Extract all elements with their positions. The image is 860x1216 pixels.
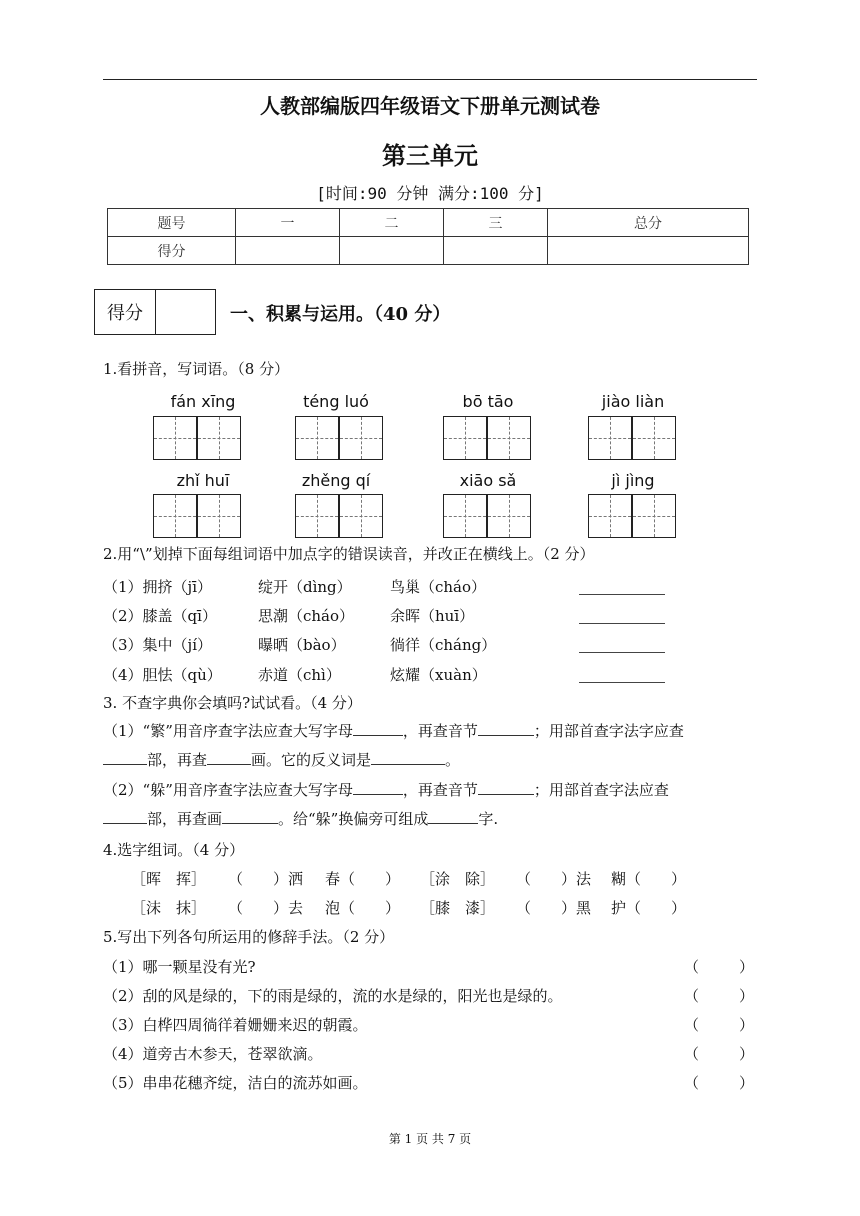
text-fragment: 部，再查画 — [147, 810, 223, 828]
paren-close: ） — [738, 1074, 754, 1092]
char-pair: ［涂 除］ — [420, 870, 496, 888]
sentence-item: （4）道旁古木参天，苍翠欲滴。 — [103, 1045, 323, 1063]
word-blank[interactable]: 春（ ） — [325, 870, 401, 888]
pinyin-label: zhěng qí — [301, 471, 371, 490]
word-blank[interactable]: （ ）洒 — [228, 870, 304, 888]
table-cell: 二 — [339, 209, 443, 237]
fill-blank[interactable] — [103, 809, 147, 824]
section-score-label: 得分 — [95, 290, 156, 334]
pinyin-label: jì jìng — [611, 471, 655, 490]
char-pair: ［沫 抹］ — [131, 899, 207, 917]
text-fragment: ；用部首查字法应查 — [533, 781, 669, 799]
answer-line[interactable] — [579, 594, 665, 595]
pinyin-label: jiào liàn — [601, 392, 665, 411]
word-blank[interactable]: （ ）去 — [228, 899, 304, 917]
answer-line[interactable] — [579, 652, 665, 653]
word-item: 绽开（dìng） — [258, 578, 352, 596]
fill-blank[interactable] — [478, 721, 534, 736]
fill-blank[interactable] — [478, 780, 534, 795]
text-fragment: ，再查音节 — [402, 722, 478, 740]
question-3-part-2 — [103, 776, 759, 834]
answer-parentheses[interactable] — [684, 1072, 754, 1093]
word-item: 炫耀（xuàn） — [390, 666, 487, 684]
table-cell: 一 — [236, 209, 340, 237]
sentence-item: （5）串串花穗齐绽，洁白的流苏如画。 — [103, 1074, 368, 1092]
top-rule — [103, 79, 757, 80]
text-fragment: 。给“躲”换偏旁可组成 — [278, 810, 429, 828]
paren-open: （ — [684, 1016, 700, 1034]
writing-grid[interactable] — [153, 416, 197, 460]
word-item: （3）集中（jí） — [103, 636, 212, 654]
word-blank[interactable]: 泡（ ） — [325, 899, 401, 917]
paren-open: （ — [684, 1045, 700, 1063]
paren-close: ） — [738, 1045, 754, 1063]
writing-grid[interactable] — [197, 494, 241, 538]
section-score-field[interactable] — [156, 290, 215, 334]
section-score-box — [94, 289, 216, 335]
text-fragment: ；用部首查字法字应查 — [533, 722, 684, 740]
sentence-item: （1）哪一颗星没有光? — [103, 958, 256, 976]
fill-blank[interactable] — [353, 780, 403, 795]
pinyin-label: bō tāo — [462, 392, 514, 411]
word-blank[interactable]: （ ）黑 — [516, 899, 592, 917]
word-blank[interactable]: 护（ ） — [611, 899, 687, 917]
answer-parentheses[interactable] — [684, 985, 754, 1006]
table-cell: 三 — [443, 209, 547, 237]
word-blank[interactable]: （ ）法 — [516, 870, 592, 888]
unit-title: 第三单元 — [382, 141, 478, 170]
word-item: 赤道（chì） — [258, 666, 341, 684]
table-cell: 得分 — [108, 237, 236, 265]
word-item: 鸟巢（cháo） — [390, 578, 487, 596]
paren-open: （ — [684, 987, 700, 1005]
exam-meta: [时间:90 分钟 满分:100 分] — [316, 184, 544, 203]
fill-blank[interactable] — [353, 721, 403, 736]
section-title: 一、积累与运用。（40 分） — [230, 304, 451, 325]
writing-grid[interactable] — [443, 416, 487, 460]
paren-open: （ — [684, 958, 700, 976]
question-5-prompt: 5.写出下列各句所运用的修辞手法。（2 分） — [103, 928, 395, 946]
word-blank[interactable]: 糊（ ） — [611, 870, 687, 888]
word-item: （2）膝盖（qī） — [103, 607, 217, 625]
table-row — [108, 237, 749, 265]
pinyin-label: téng luó — [303, 392, 369, 411]
fill-blank[interactable] — [428, 809, 478, 824]
answer-parentheses[interactable] — [684, 1014, 754, 1035]
text-fragment: ，再查音节 — [402, 781, 478, 799]
pinyin-label: zhǐ huī — [176, 471, 230, 490]
fill-blank[interactable] — [222, 809, 278, 824]
writing-grid[interactable] — [197, 416, 241, 460]
question-4-prompt: 4.选字组词。（4 分） — [103, 841, 245, 859]
pinyin-label: fán xīng — [170, 392, 236, 411]
char-pair: ［膝 漆］ — [420, 899, 496, 917]
score-input-cell[interactable] — [443, 237, 547, 265]
text-fragment: 部，再查 — [147, 751, 208, 769]
score-input-cell[interactable] — [339, 237, 443, 265]
answer-parentheses[interactable] — [684, 1043, 754, 1064]
sentence-item: （2）刮的风是绿的，下的雨是绿的，流的水是绿的，阳光也是绿的。 — [103, 987, 563, 1005]
table-row — [108, 209, 749, 237]
answer-line[interactable] — [579, 682, 665, 683]
writing-grid[interactable] — [588, 416, 632, 460]
char-pair: ［晖 挥］ — [131, 870, 207, 888]
text-fragment: 。 — [445, 751, 461, 769]
sentence-item: （3）白桦四周徜徉着姗姗来迟的朝霞。 — [103, 1016, 368, 1034]
writing-grid[interactable] — [295, 416, 339, 460]
writing-grid[interactable] — [632, 494, 676, 538]
page-title: 人教部编版四年级语文下册单元测试卷 — [260, 94, 600, 118]
score-input-cell[interactable] — [547, 237, 748, 265]
writing-grid[interactable] — [153, 494, 197, 538]
writing-grid[interactable] — [443, 494, 487, 538]
fill-blank[interactable] — [207, 750, 251, 765]
score-table — [107, 208, 749, 265]
score-input-cell[interactable] — [236, 237, 340, 265]
writing-grid[interactable] — [295, 494, 339, 538]
text-fragment: （2）“躲”用音序查字法应查大写字母 — [103, 781, 353, 799]
word-item: 思潮（cháo） — [258, 607, 355, 625]
answer-line[interactable] — [579, 623, 665, 624]
text-fragment: 画。它的反义词是 — [251, 751, 372, 769]
page-footer: 第 1 页 共 7 页 — [388, 1132, 472, 1146]
word-item: （4）胆怯（qù） — [103, 666, 222, 684]
writing-grid[interactable] — [632, 416, 676, 460]
writing-grid[interactable] — [339, 416, 383, 460]
table-cell: 总分 — [547, 209, 748, 237]
fill-blank[interactable] — [103, 750, 147, 765]
text-fragment: （1）“繁”用音序查字法应查大写字母 — [103, 722, 353, 740]
answer-parentheses[interactable] — [684, 956, 754, 977]
writing-grid[interactable] — [588, 494, 632, 538]
writing-grid[interactable] — [487, 494, 531, 538]
table-cell: 题号 — [108, 209, 236, 237]
writing-grid[interactable] — [339, 494, 383, 538]
word-item: 余晖（huī） — [390, 607, 475, 625]
text-fragment: 字. — [478, 810, 499, 828]
paren-close: ） — [738, 987, 754, 1005]
word-item: 曝晒（bào） — [258, 636, 346, 654]
fill-blank[interactable] — [371, 750, 445, 765]
question-3-prompt: 3. 不查字典你会填吗?试试看。（4 分） — [103, 694, 362, 712]
writing-grid[interactable] — [487, 416, 531, 460]
pinyin-label: xiāo sǎ — [459, 471, 517, 490]
question-1-prompt: 1.看拼音，写词语。（8 分） — [103, 360, 290, 378]
word-item: （1）拥挤（jī） — [103, 578, 212, 596]
paren-close: ） — [738, 958, 754, 976]
question-3-part-1 — [103, 717, 759, 775]
question-2-prompt: 2.用“\”划掉下面每组词语中加点字的错误读音，并改正在横线上。（2 分） — [103, 545, 595, 563]
paren-close: ） — [738, 1016, 754, 1034]
paren-open: （ — [684, 1074, 700, 1092]
word-item: 徜徉（cháng） — [390, 636, 497, 654]
